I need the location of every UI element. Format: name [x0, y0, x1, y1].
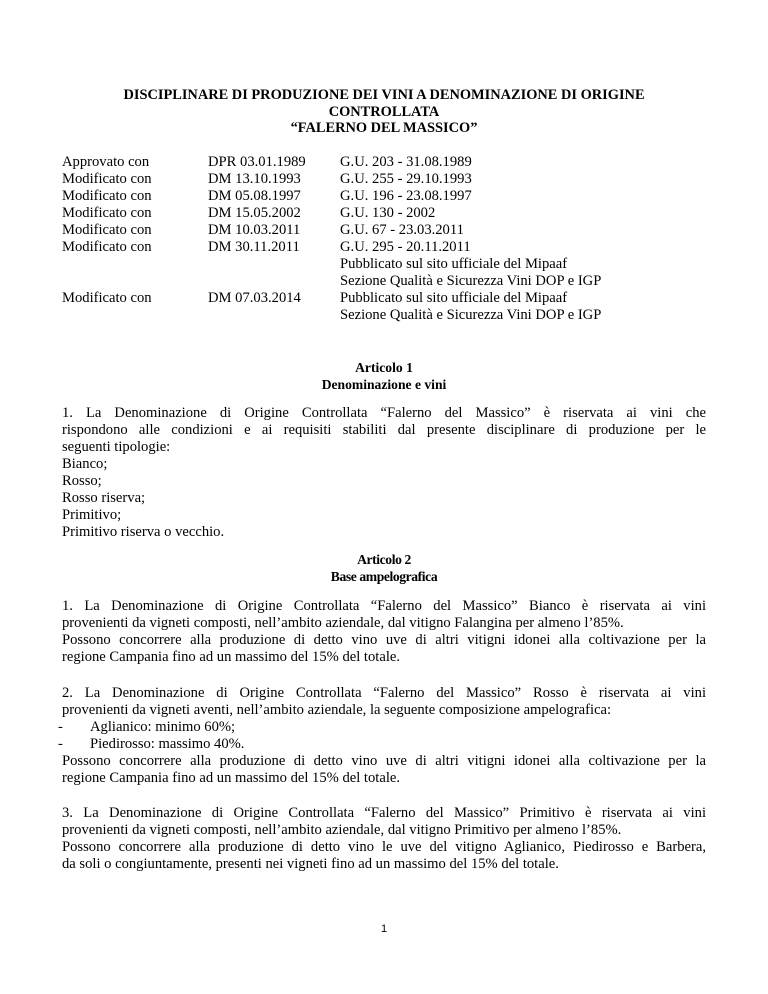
approval-ref: G.U. 203 - 31.08.1989 — [340, 154, 472, 170]
article-2-paragraph-2 — [62, 685, 706, 719]
wine-type-item: Rosso; — [62, 473, 102, 489]
article-2-heading — [62, 551, 706, 585]
paragraph-line: rispondono alle condizioni e ai requisiti stabiliti dal presente disciplinare di produzione per le — [62, 422, 706, 438]
approval-ref: Sezione Qualità e Sicurezza Vini DOP e IGP — [340, 307, 602, 323]
approval-decree: DM 07.03.2014 — [208, 290, 301, 306]
grape-list-text: Piedirosso: massimo 40%. — [90, 736, 245, 752]
document-title — [62, 87, 706, 137]
wine-type-item: Primitivo; — [62, 507, 122, 523]
paragraph-line: da soli o congiuntamente, presenti nei vigneti fino ad un massimo del 15% del totale. — [62, 856, 559, 872]
paragraph-line: 3. La Denominazione di Origine Controllata “Falerno del Massico” Primitivo è riservata ai vini — [62, 805, 706, 821]
article-2-paragraph-2b — [62, 753, 706, 787]
approval-label: Modificato con — [62, 222, 152, 238]
article-1-paragraph — [62, 405, 706, 541]
approval-label: Modificato con — [62, 171, 152, 187]
paragraph-line: 1. La Denominazione di Origine Controllata “Falerno del Massico” Bianco è riservata ai vini — [62, 598, 706, 614]
wine-type-item: Primitivo riserva o vecchio. — [62, 524, 225, 540]
approval-decree: DM 10.03.2011 — [208, 222, 301, 238]
approval-ref: G.U. 196 - 23.08.1997 — [340, 188, 472, 204]
approval-decree: DM 05.08.1997 — [208, 188, 301, 204]
paragraph-line: provenienti da vigneti composti, nell’ambito aziendale, dal vitigno Primitivo per almeno l’85%. — [62, 822, 622, 838]
paragraph-line: Possono concorrere alla produzione di detto vino le uve del vitigno Aglianico, Piedirosso e Barbera, — [62, 839, 706, 855]
article-number: Articolo 1 — [355, 360, 413, 375]
wine-type-item: Rosso riserva; — [62, 490, 146, 506]
approval-ref: Pubblicato sul sito ufficiale del Mipaaf — [340, 256, 568, 272]
approval-decree: DM 13.10.1993 — [208, 171, 301, 187]
paragraph-line: regione Campania fino ad un massimo del 15% del totale. — [62, 770, 401, 786]
paragraph-line: 1. La Denominazione di Origine Controllata “Falerno del Massico” è riservata ai vini che — [62, 405, 706, 421]
approval-ref: Pubblicato sul sito ufficiale del Mipaaf — [340, 290, 568, 306]
approval-decree: DM 15.05.2002 — [208, 205, 301, 221]
article-2-paragraph-1 — [62, 598, 706, 666]
paragraph-line: Possono concorrere alla produzione di detto vino uve di altri vitigni idonei alla coltivazione per la — [62, 753, 706, 769]
grape-list-text: Aglianico: minimo 60%; — [90, 719, 236, 735]
approval-label: Modificato con — [62, 188, 152, 204]
approval-decree: DPR 03.01.1989 — [208, 154, 306, 170]
approval-label: Approvato con — [62, 154, 150, 170]
approval-label: Modificato con — [62, 290, 152, 306]
approval-ref: G.U. 295 - 20.11.2011 — [340, 239, 471, 255]
approval-decree: DM 30.11.2011 — [208, 239, 300, 255]
paragraph-line: 2. La Denominazione di Origine Controllata “Falerno del Massico” Rosso è riservata ai vini — [62, 685, 706, 701]
approval-label: Modificato con — [62, 239, 152, 255]
approval-label: Modificato con — [62, 205, 152, 221]
approval-ref: G.U. 67 - 23.03.2011 — [340, 222, 464, 238]
bullet-dash: - — [58, 719, 63, 735]
title-line-2: CONTROLLATA — [328, 103, 440, 120]
paragraph-line: Possono concorrere alla produzione di detto vino uve di altri vitigni idonei alla coltivazione per la — [62, 632, 706, 648]
article-title: Denominazione e vini — [321, 377, 447, 392]
title-line-1: DISCIPLINARE DI PRODUZIONE DEI VINI A DENOMINAZIONE DI ORIGINE — [123, 87, 645, 103]
page-number: 1 — [380, 923, 388, 935]
paragraph-line: seguenti tipologie: — [62, 439, 171, 455]
article-title: Base ampelografica — [330, 569, 438, 584]
article-1-heading — [62, 359, 706, 393]
wine-type-item: Bianco; — [62, 456, 108, 472]
title-line-3: “FALERNO DEL MASSICO” — [290, 120, 478, 136]
article-2-paragraph-3 — [62, 805, 706, 873]
paragraph-line: provenienti da vigneti composti, nell’ambito aziendale, dal vitigno Falangina per almeno l’85%. — [62, 615, 624, 631]
approval-ref: G.U. 255 - 29.10.1993 — [340, 171, 472, 187]
paragraph-line: regione Campania fino ad un massimo del 15% del totale. — [62, 649, 401, 665]
paragraph-line: provenienti da vigneti aventi, nell’ambito aziendale, la seguente composizione ampelografica: — [62, 702, 612, 718]
approval-ref: G.U. 130 - 2002 — [340, 205, 436, 221]
article-number: Articolo 2 — [357, 552, 411, 567]
approval-ref: Sezione Qualità e Sicurezza Vini DOP e IGP — [340, 273, 602, 289]
bullet-dash: - — [58, 736, 63, 752]
